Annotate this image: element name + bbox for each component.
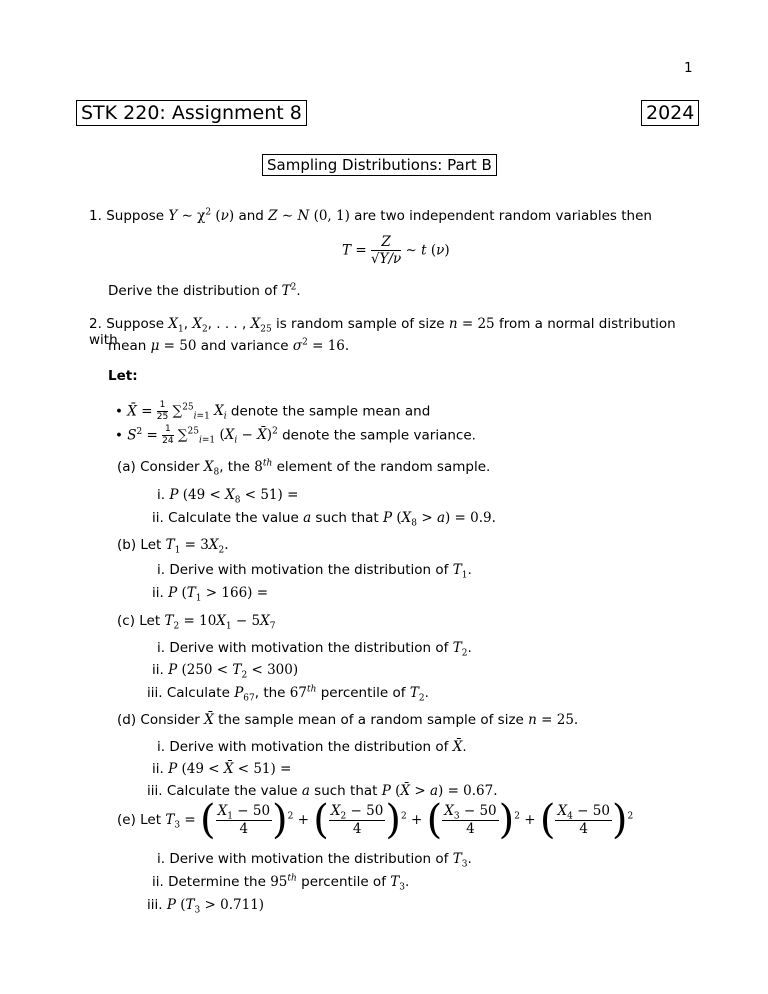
t-distribution-formula: T = $\frac{Z}{√Y/\nu}$ ∼ t (ν) bbox=[342, 234, 450, 268]
part-e-iii: iii. P $(T_3 > 0.711)$ bbox=[147, 897, 265, 916]
part-d-i: i. Derive with motivation the distribution of X̄. bbox=[157, 739, 467, 755]
question-1-derive: Derive the distribution of $T^2$. bbox=[108, 282, 301, 299]
part-b: (b) Let $T_1 = 3X_2$. bbox=[117, 537, 229, 556]
let-label: Let: bbox=[108, 368, 138, 384]
part-c-ii: ii. P $(250 < T_2 < 300)$ bbox=[152, 662, 299, 681]
bullet-sample-mean: • X̄ = $\frac{1}{25}$ ∑$^{25}_{i=1}$ $X_i$ denote the sample mean and bbox=[115, 400, 431, 422]
assignment-year: 2024 bbox=[641, 100, 699, 126]
part-e: (e) Let $T_3$ = ( $\frac{X_1 - 50}{4}$ )$^2$ + ( $\frac{X_2 - 50}{4}$ )$^2$ + ( $\frac{X_3 - 50}{4}$ )$^2$ + ( $\frac{X_4 - 50}{4}$ )$^2$ bbox=[117, 797, 634, 843]
part-e-i: i. Derive with motivation the distribution of $T_3$. bbox=[157, 851, 472, 870]
part-b-ii: ii. P $(T_1 > 166)$ = bbox=[152, 585, 269, 604]
page-number: 1 bbox=[684, 60, 693, 76]
part-b-i: i. Derive with motivation the distribution of $T_1$. bbox=[157, 562, 472, 581]
part-d: (d) Consider X̄ the sample mean of a random sample of size n = 25. bbox=[117, 712, 579, 728]
part-a-ii: ii. Calculate the value a such that P $(X_8 > a) = 0.9$. bbox=[152, 510, 496, 529]
part-c-iii: iii. Calculate $P_{67}$, the 67th percentile of $T_2$. bbox=[147, 684, 429, 704]
question-2-intro: 2. Suppose $X_1$, $X_2$, . . . , $X_{25}$ is random sample of size n = 25 from a normal distribution with bbox=[89, 316, 676, 348]
part-d-ii: ii. P (49 < X̄ < 51) = bbox=[152, 761, 292, 777]
question-2-intro-line2: mean μ = 50 and variance $\sigma^2 = 16$. bbox=[108, 337, 350, 354]
part-a-i: i. P $(49 < X_8 < 51)$ = bbox=[157, 487, 299, 506]
part-d-iii: iii. Calculate the value a such that P (X̄ > a) = 0.67. bbox=[147, 783, 498, 799]
part-c-i: i. Derive with motivation the distribution of $T_2$. bbox=[157, 640, 472, 659]
bullet-sample-variance: • $S^2$ = $\frac{1}{24}$ ∑$^{25}_{i=1}$ ($X_i$ − X̄)$^2$ denote the sample variance. bbox=[115, 424, 476, 446]
question-1: 1. Suppose Y ∼ $\chi^2$ (ν) and Z ∼ N (0, 1) are two independent random variables then bbox=[89, 207, 652, 224]
assignment-title: STK 220: Assignment 8 bbox=[76, 100, 307, 126]
part-e-ii: ii. Determine the 95th percentile of $T_3$. bbox=[152, 873, 410, 893]
part-c: (c) Let $T_2 = 10X_1 - 5X_7$ bbox=[117, 613, 276, 632]
section-title: Sampling Distributions: Part B bbox=[262, 154, 497, 176]
part-a: (a) Consider $X_8$, the 8th element of the random sample. bbox=[117, 458, 491, 478]
